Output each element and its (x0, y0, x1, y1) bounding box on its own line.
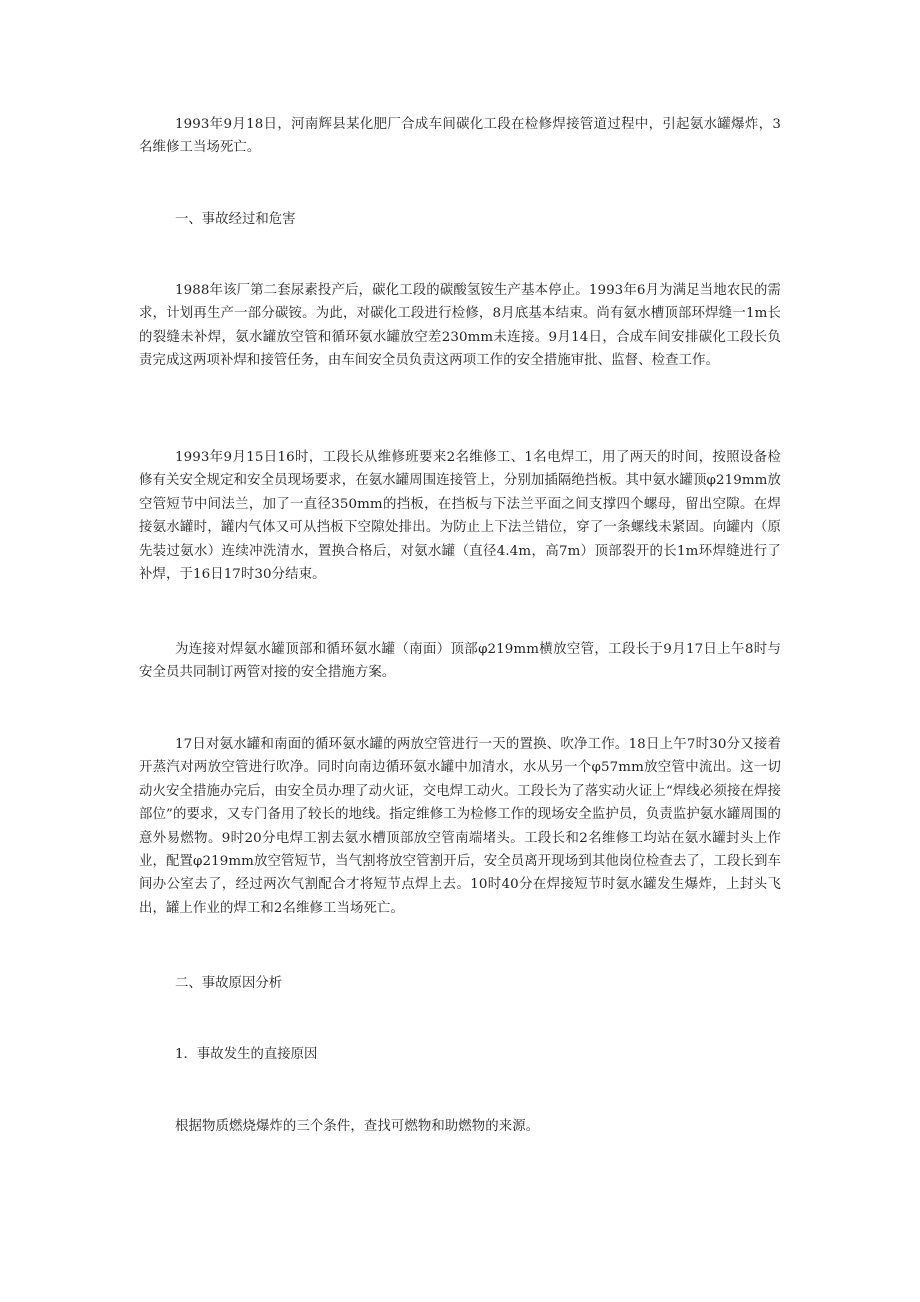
subsection-heading-direct-cause: 1．事故发生的直接原因 (175, 1047, 318, 1062)
paragraph-maintenance: 1993年9月15日16时，工段长从维修班要来2名维修工、1名电焊工，用了两天的时间，按照设备检修有关安全规定和安全员现场要求，在氨水罐周围连接管上，分别加插隔绝挡板。其中氨水罐顶φ219mm放空管短节中间法兰，加了一直径350mm的挡板，在挡板与下法兰平面之间支撑四个螺母，留出空隙。在焊接氨水罐时，罐内气体又可从挡板下空隙处排出。为防止上下法兰错位，穿了一条螺线未紧固。向罐内（原先装过氨水）连续冲洗清水，置换合格后，对氨水罐（直径4.4m，高7m）顶部裂开的长1m环焊缝进行了补焊，于16日17时30分结束。 (139, 450, 781, 583)
paragraph-combustion-conditions: 根据物质燃烧爆炸的三个条件，查找可燃物和助燃物的来源。 (175, 1119, 540, 1134)
section-heading-cause-analysis: 二、事故原因分析 (175, 976, 283, 991)
paragraph-background: 1988年该厂第二套尿素投产后，碳化工段的碳酸氢铵生产基本停止。1993年6月为满足当地农民的需求，计划再生产一部分碳铵。为此，对碳化工段进行检修，8月底基本结束。尚有氨水槽顶部环焊缝一1m长的裂缝未补焊，氨水罐放空管和循环氨水罐放空差230mm未连接。9月14日，合成车间安排碳化工段长负责完成这两项补焊和接管任务，由车间安全员负责这两项工作的安全措施审批、监督、检查工作。 (139, 283, 781, 369)
intro-paragraph: 1993年9月18日，河南辉县某化肥厂合成车间碳化工段在检修焊接管道过程中，引起氨水罐爆炸，3名维修工当场死亡。 (139, 117, 781, 156)
section-heading-accident-process: 一、事故经过和危害 (175, 212, 296, 227)
paragraph-safety-plan: 为连接对焊氨水罐顶部和循环氨水罐（南面）顶部φ219mm横放空管，工段长于9月17日上午8时与安全员共同制订两管对接的安全措施方案。 (139, 642, 781, 681)
paragraph-explosion: 17日对氨水罐和南面的循环氨水罐的两放空管进行一天的置换、吹净工作。18日上午7时30分又接着开蒸汽对两放空管进行吹净。同时向南边循环氨水罐中加清水，水从另一个φ57mm放空管中流出。这一切动火安全措施办完后，由安全员办理了动火证，交电焊工动火。工段长为了落实动火证上“焊线必须接在焊接部位”的要求，又专门备用了较长的地线。指定维修工为检修工作的现场安全监护员，负责监护氨水罐周围的意外易燃物。9时20分电焊工割去氨水槽顶部放空管南端堵头。工段长和2名维修工均站在氨水罐封头上作业，配置φ219mm放空管短节，当气割将放空管割开后，安全员离开现场到其他岗位检查去了，工段长到车间办公室去了，经过两次气割配合才将短节点焊上去。10时40分在焊接短节时氨水罐发生爆炸，上封头飞出，罐上作业的焊工和2名维修工当场死亡。 (139, 737, 781, 916)
